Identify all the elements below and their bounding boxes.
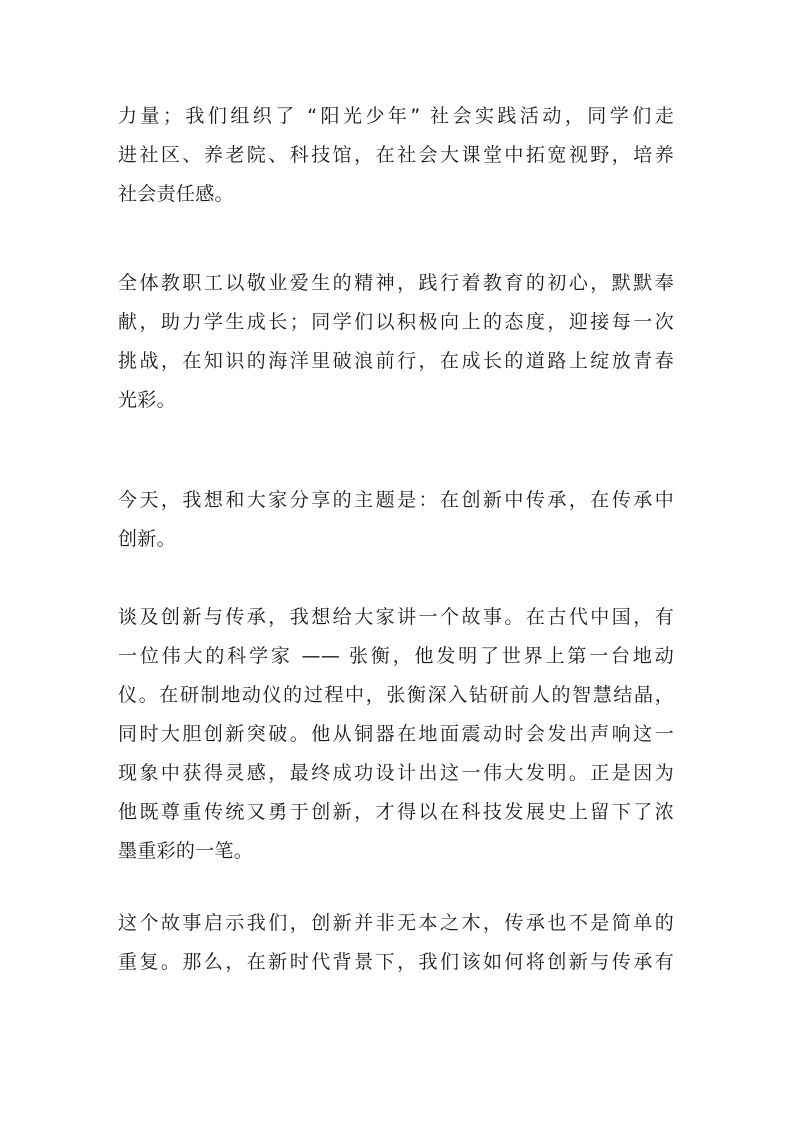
text-line: 光彩。	[118, 389, 176, 411]
text-line: 创新。	[118, 528, 176, 550]
text-line: 现象中获得灵感，最终成功设计出这一伟大发明。正是因为	[118, 762, 674, 784]
text-line: 同时大胆创新突破。他从铜器在地面震动时会发出声响这一	[118, 723, 674, 745]
text-line: 一位伟大的科学家 —— 张衡，他发明了世界上第一台地动	[118, 645, 674, 667]
text-line: 全体教职工以敬业爱生的精神，践行着教育的初心，默默奉	[118, 272, 674, 294]
text-line: 重复。那么，在新时代背景下，我们该如何将创新与传承有	[118, 951, 674, 973]
text-line: 他既尊重传统又勇于创新，才得以在科技发展史上留下了浓	[118, 801, 674, 823]
text-line: 墨重彩的一笔。	[118, 840, 254, 862]
text-line: 进社区、养老院、科技馆，在社会大课堂中拓宽视野，培养	[118, 144, 674, 166]
text-line: 今天，我想和大家分享的主题是：在创新中传承，在传承中	[118, 489, 674, 511]
text-line: 社会责任感。	[118, 183, 234, 205]
text-line: 献，助力学生成长；同学们以积极向上的态度，迎接每一次	[118, 311, 674, 333]
text-line: 挑战，在知识的海洋里破浪前行，在成长的道路上绽放青春	[118, 350, 674, 372]
text-line: 这个故事启示我们，创新并非无本之木，传承也不是简单的	[118, 912, 674, 934]
text-line: 力量；我们组织了 “阳光少年” 社会实践活动，同学们走	[118, 105, 674, 127]
text-line: 仪。在研制地动仪的过程中，张衡深入钻研前人的智慧结晶，	[118, 684, 674, 706]
text-line: 谈及创新与传承，我想给大家讲一个故事。在古代中国，有	[118, 606, 674, 628]
